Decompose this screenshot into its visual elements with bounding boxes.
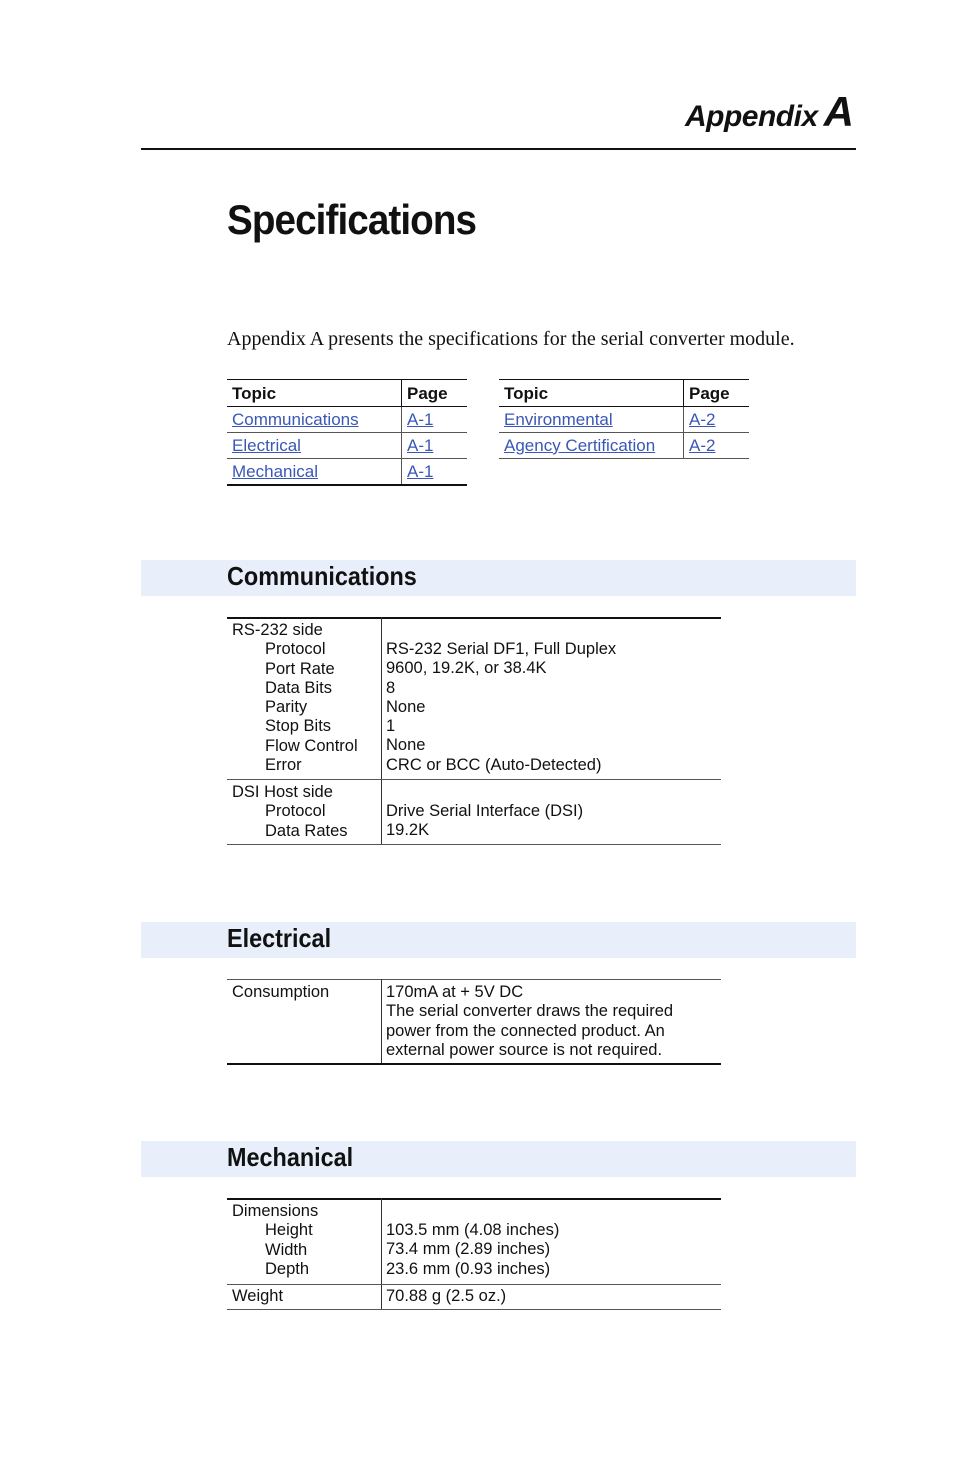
mechanical-heading: Mechanical (227, 1142, 354, 1172)
spec-name: Depth (265, 1259, 310, 1278)
weight-value: 70.88 g (2.5 oz.) (386, 1287, 507, 1305)
topic-link-electrical[interactable]: Electrical (232, 435, 301, 455)
spec-name: Port Rate (265, 659, 335, 678)
row-divider (227, 779, 721, 780)
spec-name: Data Bits (265, 678, 332, 697)
topic-link-environmental[interactable]: Environmental (504, 409, 613, 429)
weight-label: Weight (232, 1287, 284, 1305)
intro-text: Appendix A presents the specifications for the serial converter module. (227, 328, 795, 350)
spec-name: Parity (265, 698, 308, 717)
topic-table-left (227, 379, 467, 486)
mechanical-table (227, 1198, 721, 1310)
spec-value: 73.4 mm (2.89 inches) (386, 1240, 551, 1259)
appendix-word: Appendix (684, 100, 818, 133)
spec-value: Drive Serial Interface (DSI) (386, 802, 584, 820)
consumption-note: The serial converter draws the required power from the connected product. An external power source is not required. (386, 1002, 674, 1059)
communications-heading: Communications (227, 561, 417, 591)
topic-link-mechanical[interactable]: Mechanical (232, 461, 318, 481)
table-top-rule (227, 617, 721, 619)
spec-name: Data Rates (265, 821, 348, 840)
page-header: Page (684, 380, 750, 407)
spec-name: Width (265, 1240, 308, 1259)
page-header: Page (402, 380, 468, 407)
spec-value: 23.6 mm (0.93 inches) (386, 1259, 551, 1278)
page-title: Specifications (227, 196, 477, 243)
topic-link-agency-certification[interactable]: Agency Certification (504, 435, 656, 455)
spec-name: Error (265, 756, 302, 775)
appendix-letter: A (823, 88, 854, 135)
spec-value: 19.2K (386, 821, 430, 840)
column-divider (381, 1198, 382, 1310)
topic-link-communications[interactable]: Communications (232, 409, 359, 429)
spec-name: Stop Bits (265, 717, 332, 736)
topic-table-right (499, 379, 749, 459)
spec-value: 1 (386, 717, 396, 736)
consumption-value: 170mA at + 5V DC (386, 983, 524, 1001)
spec-name: Flow Control (265, 736, 358, 755)
topic-header: Topic (499, 380, 684, 407)
spec-name: Height (265, 1221, 313, 1240)
page-link-mechanical[interactable]: A-1 (407, 461, 434, 481)
table-bottom-rule (227, 1063, 721, 1065)
dsi-label: DSI Host side (232, 783, 333, 801)
page-link-communications[interactable]: A-1 (407, 409, 434, 429)
column-divider (381, 979, 382, 1065)
spec-value: 9600, 19.2K, or 38.4K (386, 659, 547, 678)
table-top-rule (227, 979, 721, 980)
page-link-electrical[interactable]: A-1 (407, 435, 434, 455)
electrical-heading: Electrical (227, 923, 332, 953)
spec-name: Protocol (265, 802, 326, 821)
electrical-table (227, 979, 721, 1065)
row-divider (227, 1284, 721, 1285)
spec-value: 103.5 mm (4.08 inches) (386, 1221, 560, 1239)
topic-header: Topic (227, 380, 402, 407)
page-link-agency-certification[interactable]: A-2 (689, 435, 716, 455)
spec-value: RS-232 Serial DF1, Full Duplex (386, 640, 617, 658)
spec-value: 8 (386, 678, 396, 697)
rs232-label: RS-232 side (232, 621, 323, 639)
appendix-header (685, 88, 854, 136)
spec-value: None (386, 697, 426, 716)
spec-value: None (386, 736, 426, 755)
communications-table (227, 617, 721, 845)
dimensions-label: Dimensions (232, 1202, 319, 1220)
page-link-environmental[interactable]: A-2 (689, 409, 716, 429)
header-rule (141, 148, 856, 150)
spec-value: CRC or BCC (Auto-Detected) (386, 755, 602, 774)
table-bottom-rule (227, 1309, 721, 1310)
table-bottom-rule (227, 844, 721, 845)
table-top-rule (227, 1198, 721, 1200)
column-divider (381, 617, 382, 845)
spec-name: Protocol (265, 640, 326, 659)
consumption-label: Consumption (232, 983, 330, 1001)
